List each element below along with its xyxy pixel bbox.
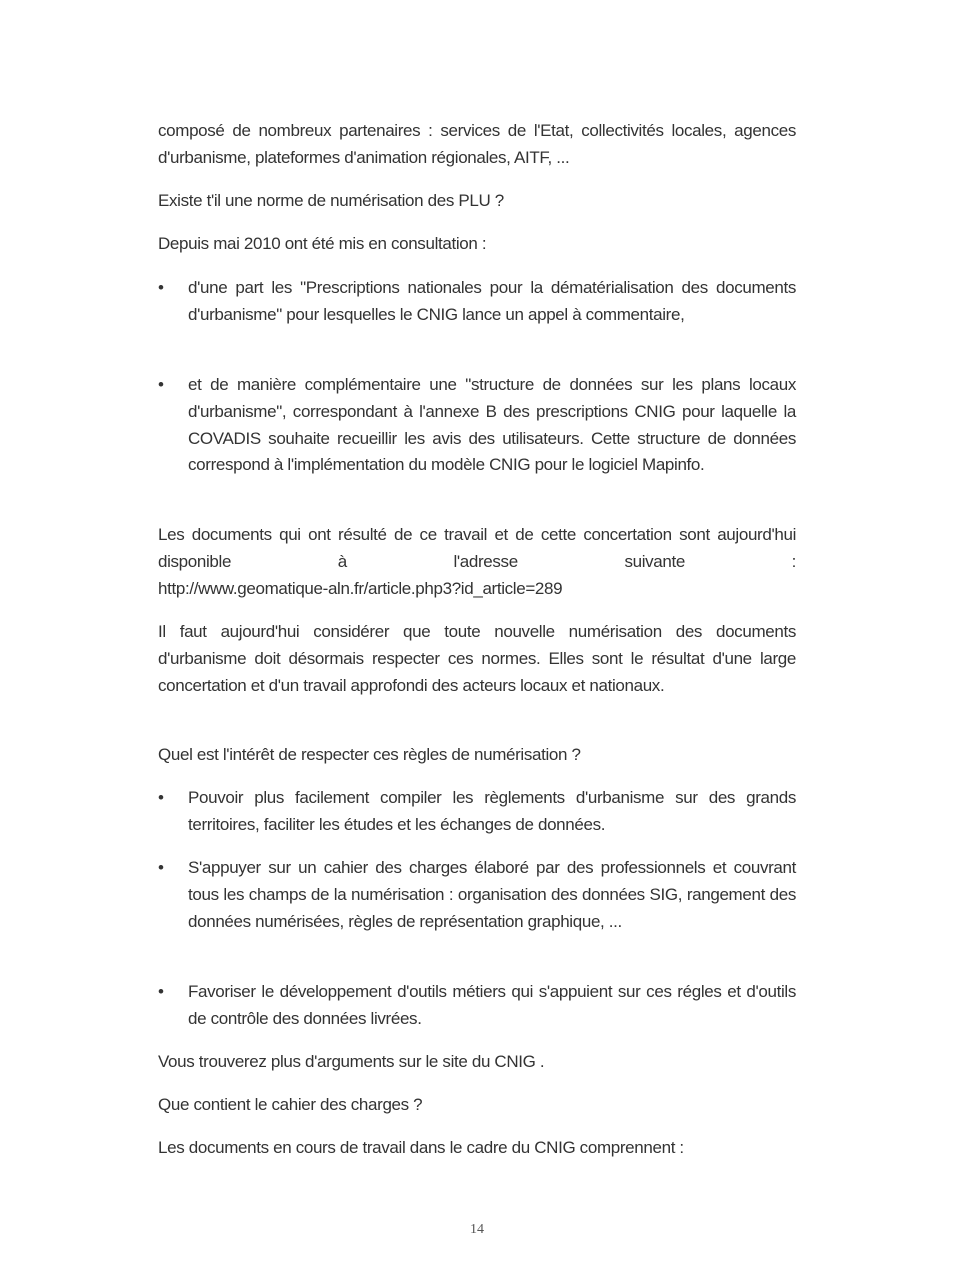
bullet-text: S'appuyer sur un cahier des charges élaboré par des professionnels et couvrant tous les champs de la numérisation : organisation des données SIG, rangement des données numérisées, règles de représentation graphique, ... xyxy=(188,858,796,931)
bullet-icon: • xyxy=(158,788,164,807)
bullet-text: Favoriser le développement d'outils métiers qui s'appuient sur ces régles et d'outils de contrôle des données livrées. xyxy=(188,982,796,1028)
bullet-item xyxy=(158,855,796,935)
bullet-item xyxy=(158,979,796,1033)
question-heading: Existe t'il une norme de numérisation des PLU ? xyxy=(158,191,504,210)
question-heading: Que contient le cahier des charges ? xyxy=(158,1095,423,1114)
paragraph: Vous trouverez plus d'arguments sur le site du CNIG . xyxy=(158,1052,545,1071)
paragraph: composé de nombreux partenaires : services de l'Etat, collectivités locales, agences d'urbanisme, plateformes d'animation régionales, AITF, ... xyxy=(158,121,796,167)
bullet-text: Pouvoir plus facilement compiler les règlements d'urbanisme sur des grands territoires, faciliter les études et les échanges de données. xyxy=(188,788,796,834)
bullet-icon: • xyxy=(158,375,164,394)
paragraph: Il faut aujourd'hui considérer que toute nouvelle numérisation des documents d'urbanisme doit désormais respecter ces normes. Elles sont le résultat d'une large concertation et d'un travail approfondi des acteurs locaux et nationaux. xyxy=(158,622,796,695)
question-heading: Quel est l'intérêt de respecter ces règles de numérisation ? xyxy=(158,745,581,764)
bullet-item xyxy=(158,785,796,839)
page-number: 14 xyxy=(470,1222,484,1237)
bullet-item xyxy=(158,275,796,329)
paragraph xyxy=(158,522,796,602)
bullet-text: d'une part les "Prescriptions nationales pour la dématérialisation des documents d'urbanisme" pour lesquelles le CNIG lance un appel à commentaire, xyxy=(188,278,796,324)
url-link[interactable]: http://www.geomatique-aln.fr/article.php3?id_article=289 xyxy=(158,578,563,598)
bullet-icon: • xyxy=(158,278,164,297)
paragraph: Depuis mai 2010 ont été mis en consultation : xyxy=(158,234,487,253)
bullet-item xyxy=(158,372,796,479)
paragraph: Les documents en cours de travail dans le cadre du CNIG comprennent : xyxy=(158,1138,684,1157)
bullet-icon: • xyxy=(158,982,164,1001)
bullet-text: et de manière complémentaire une "structure de données sur les plans locaux d'urbanisme", correspondant à l'annexe B des prescriptions CNIG pour laquelle la COVADIS souhaite recueillir les avis des utilisateurs. Cette structure de données correspond à l'implémentation du modèle CNIG pour le logiciel Mapinfo. xyxy=(188,375,796,475)
bullet-icon: • xyxy=(158,858,164,877)
paragraph-text: Les documents qui ont résulté de ce travail et de cette concertation sont aujourd'hui disponible à l'adresse suivante : xyxy=(158,525,796,571)
